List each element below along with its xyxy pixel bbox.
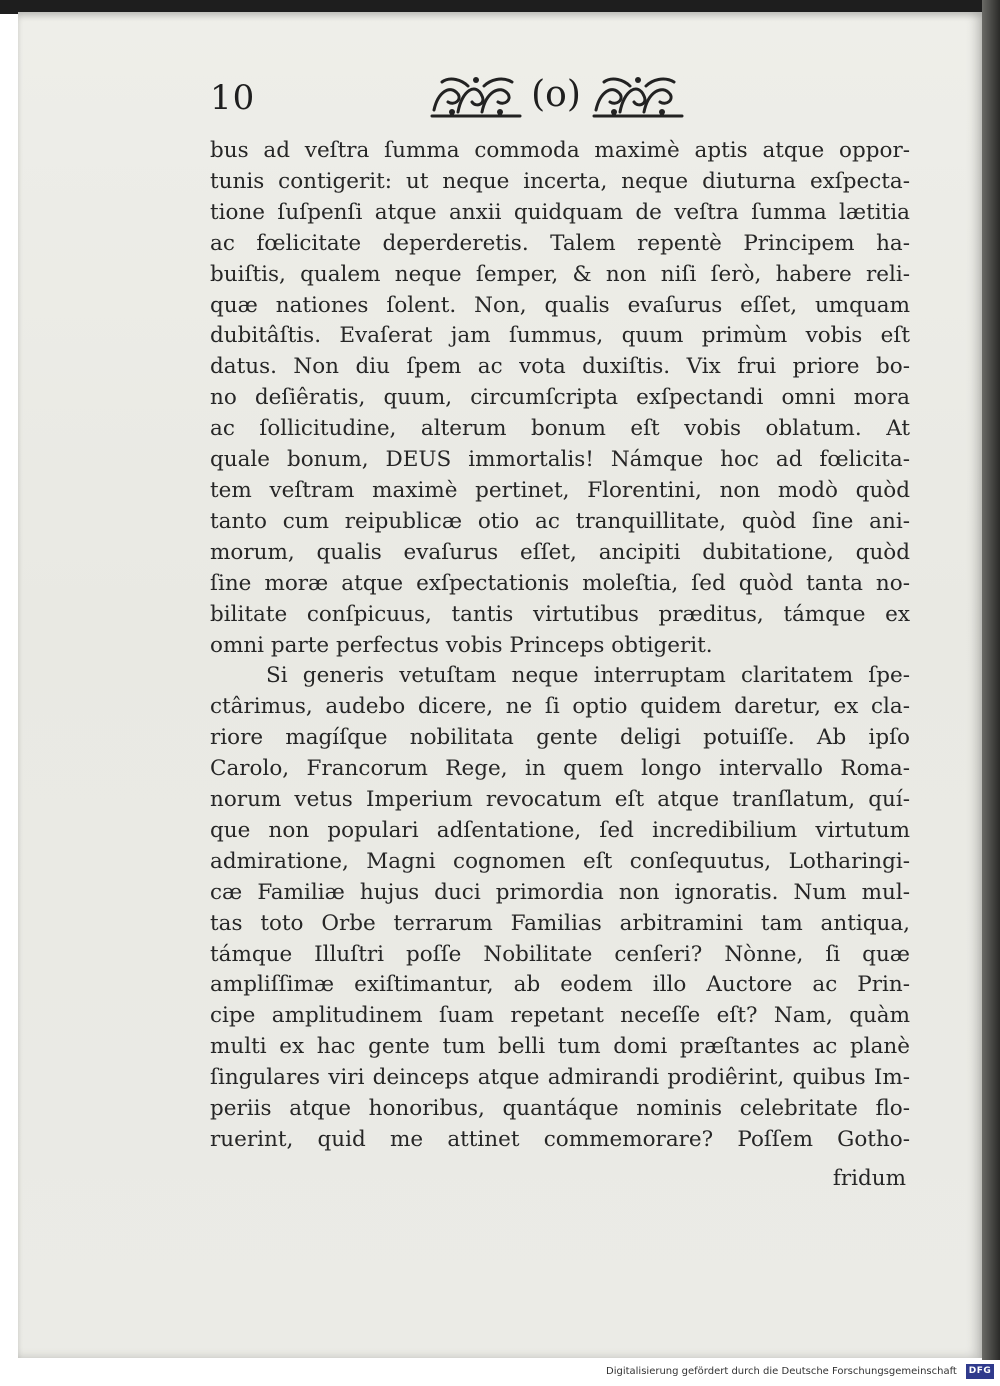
text-line: tanto cum reipublicæ otio ac tranquillitate, quòd ſine ani-: [210, 508, 910, 534]
book-spine-edge: [982, 0, 1000, 1360]
text-line: quale bonum, DEUS immortalis! Námque hoc ad fœlicita-: [210, 447, 910, 473]
text-line: ruerint, quid me attinet commemorare? Poſſem Gotho-: [210, 1127, 910, 1152]
text-line: tione ſuſpenſi atque anxii quidquam de veſtra ſumma lætitia: [210, 199, 910, 225]
text-line: ac ſollicitudine, alterum bonum eſt vobis oblatum. At: [210, 416, 910, 442]
text-line: ctârimus, audebo dicere, ne ſi optio quidem daretur, ex cla-: [210, 694, 910, 720]
text-line: ſingulares viri deinceps atque admirandi prodiêrint, quibus Im-: [210, 1065, 910, 1091]
text-line: ac fœlicitate deperderetis. Talem repentè Principem ha-: [210, 230, 910, 256]
text-line: ampliſſimæ exiſtimantur, ab eodem illo Auctore ac Prin-: [210, 972, 910, 998]
catchword: fridum: [832, 1166, 906, 1191]
text-line: norum vetus Imperium revocatum eſt atque tranſlatum, quí-: [210, 787, 910, 813]
text-line: cæ Familiæ hujus duci primordia non ignoratis. Num mul-: [210, 879, 910, 905]
digitization-credit: Digitalisierung gefördert durch die Deutsche Forschungsgemeinschaft: [606, 1366, 957, 1377]
text-line: multi ex hac gente tum belli tum domi præſtantes ac planè: [210, 1034, 910, 1060]
text-line: que non populari adſentatione, ſed incredibilium virtutum: [210, 817, 910, 843]
text-line: dubitâſtis. Evaſerat jam ſummus, quum primùm vobis eſt: [210, 323, 910, 349]
text-line: bus ad veſtra ſumma commoda maximè aptis atque oppor-: [210, 138, 910, 163]
ornamental-leaf-icon: [590, 72, 686, 122]
text-line: tas toto Orbe terrarum Familias arbitramini tam antiqua,: [210, 910, 910, 936]
text-line: admiratione, Magni cognomen eſt conſequutus, Lotharingi-: [210, 848, 910, 874]
text-line: morum, qualis evaſurus eſſet, ancipiti dubitatione, quòd: [210, 539, 910, 565]
text-line: datus. Non diu ſpem ac vota duxiſtis. Vix frui priore bo-: [210, 354, 910, 380]
text-line: Si generis vetuſtam neque interruptam claritatem ſpe-: [266, 663, 910, 689]
text-line: buiſtis, qualem neque ſemper, & non niſi ſerò, habere reli-: [210, 261, 910, 287]
text-line: quæ nationes ſolent. Non, qualis evaſurus eſſet, umquam: [210, 292, 910, 318]
text-line: periis atque honoribus, quantáque nominis celebritate flo-: [210, 1096, 910, 1122]
text-line: tunis contigerit: ut neque incerta, neque diuturna exſpecta-: [210, 168, 910, 194]
text-line: bilitate conſpicuus, tantis virtutibus præditus, támque ex: [210, 601, 910, 627]
text-line: no deſiêratis, quum, circumſcripta exſpectandi omni mora: [210, 385, 910, 411]
ornamental-leaf-icon: [428, 72, 524, 122]
dfg-logo-icon: DFG: [966, 1364, 994, 1379]
header-center-ornament: (o): [531, 74, 581, 115]
text-line: cipe amplitudinem ſuam repetant neceſſe eſt? Nam, quàm: [210, 1003, 910, 1029]
text-line: Carolo, Francorum Rege, in quem longo intervallo Roma-: [210, 756, 910, 782]
body-text: [210, 136, 910, 1156]
text-line: riore magíſque nobilitata gente deligi potuiſſe. Ab ipſo: [210, 725, 910, 751]
text-line: tem veſtram maximè pertinet, Florentini, non modò quòd: [210, 477, 910, 503]
text-line: támque Illuſtri poſſe Nobilitate cenſeri? Nònne, ſi quæ: [210, 941, 910, 967]
text-line: ſine moræ atque exſpectationis moleſtia, ſed quòd tanta no-: [210, 570, 910, 596]
text-line: omni parte perfectus vobis Princeps obtigerit.: [210, 632, 713, 658]
page-number: 10: [210, 78, 256, 118]
